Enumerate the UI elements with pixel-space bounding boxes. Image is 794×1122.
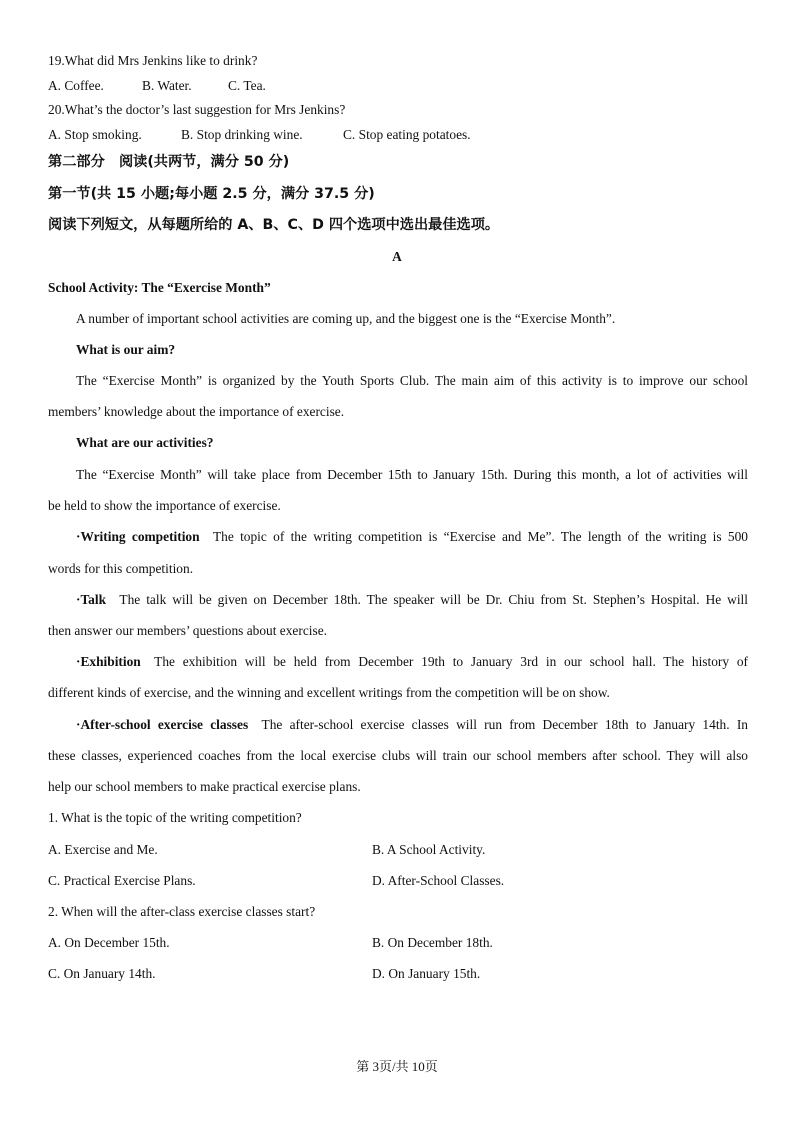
classes-line-2: these classes, experienced coaches from the local exercise clubs will train our school members after school. They will also xyxy=(48,748,748,763)
question-1: 1. What is the topic of the writing competition? xyxy=(48,810,302,825)
classes-text: The after-school exercise classes will run from December 18th to January 14th. In xyxy=(261,717,748,732)
activities-paragraph-line-2: be held to show the importance of exercise. xyxy=(48,498,281,513)
activities-paragraph-line-1: The “Exercise Month” will take place from December 15th to January 15th. During this month, a lot of activities will xyxy=(76,467,748,482)
classes-line-1 xyxy=(76,716,748,734)
q2-option-a: A. On December 15th. xyxy=(48,935,170,950)
q2-option-b: B. On December 18th. xyxy=(372,935,493,950)
q1-option-d: D. After-School Classes. xyxy=(372,873,505,888)
classes-line-3: help our school members to make practical exercise plans. xyxy=(48,779,361,794)
talk-line-2: then answer our members’ questions about exercise. xyxy=(48,623,328,638)
instruction: 阅读下列短文，从每题所给的 A、B、C、D 四个选项中选出最佳选项。 xyxy=(48,217,500,233)
writing-competition-line-1 xyxy=(76,528,748,546)
q20-option-c: C. Stop eating potatoes. xyxy=(343,127,471,142)
passage-title: School Activity: The “Exercise Month” xyxy=(48,280,271,295)
aim-heading: What is our aim? xyxy=(76,342,176,357)
classes-label: ·After-school exercise classes xyxy=(76,717,249,732)
exhibition-line-2: different kinds of exercise, and the winning and excellent writings from the competition will be on show. xyxy=(48,685,610,700)
q2-option-d: D. On January 15th. xyxy=(372,966,481,981)
question-19: 19.What did Mrs Jenkins like to drink? xyxy=(48,53,258,68)
part-title: 第二部分 阅读(共两节，满分 50 分) xyxy=(48,154,290,170)
question-2: 2. When will the after-class exercise classes start? xyxy=(48,904,316,919)
page-number: 第 3页/共 10页 xyxy=(356,1059,438,1074)
writing-competition-text: The topic of the writing competition is “Exercise and Me”. The length of the writing is 500 xyxy=(212,529,748,544)
passage-intro: A number of important school activities are coming up, and the biggest one is the “Exercise Month”. xyxy=(76,311,616,326)
q2-option-c: C. On January 14th. xyxy=(48,966,156,981)
exhibition-label: ·Exhibition xyxy=(76,654,141,669)
passage-letter: A xyxy=(392,249,402,264)
q1-option-b: B. A School Activity. xyxy=(372,842,486,857)
talk-label: ·Talk xyxy=(76,592,107,607)
writing-competition-line-2: words for this competition. xyxy=(48,561,194,576)
q20-option-b: B. Stop drinking wine. xyxy=(181,127,303,142)
aim-paragraph-line-1: The “Exercise Month” is organized by the Youth Sports Club. The main aim of this activity is to improve our school xyxy=(76,373,748,388)
question-20: 20.What’s the doctor’s last suggestion for Mrs Jenkins? xyxy=(48,102,346,117)
talk-text: The talk will be given on December 18th. The speaker will be Dr. Chiu from St. Stephen’s Hospital. He will xyxy=(119,592,748,607)
writing-competition-label: ·Writing competition xyxy=(76,529,200,544)
activities-heading: What are our activities? xyxy=(76,435,214,450)
q20-option-a: A. Stop smoking. xyxy=(48,127,142,142)
talk-line-1 xyxy=(76,591,748,609)
exhibition-text: The exhibition will be held from December 19th to January 3rd in our school hall. The history of xyxy=(154,654,748,669)
q1-option-a: A. Exercise and Me. xyxy=(48,842,158,857)
subsection-title: 第一节(共 15 小题;每小题 2.5 分，满分 37.5 分) xyxy=(48,186,375,202)
q19-option-a: A. Coffee. xyxy=(48,78,104,93)
q1-option-c: C. Practical Exercise Plans. xyxy=(48,873,196,888)
q19-option-c: C. Tea. xyxy=(228,78,266,93)
q19-option-b: B. Water. xyxy=(142,78,192,93)
exhibition-line-1 xyxy=(76,653,748,671)
aim-paragraph-line-2: members’ knowledge about the importance of exercise. xyxy=(48,404,345,419)
